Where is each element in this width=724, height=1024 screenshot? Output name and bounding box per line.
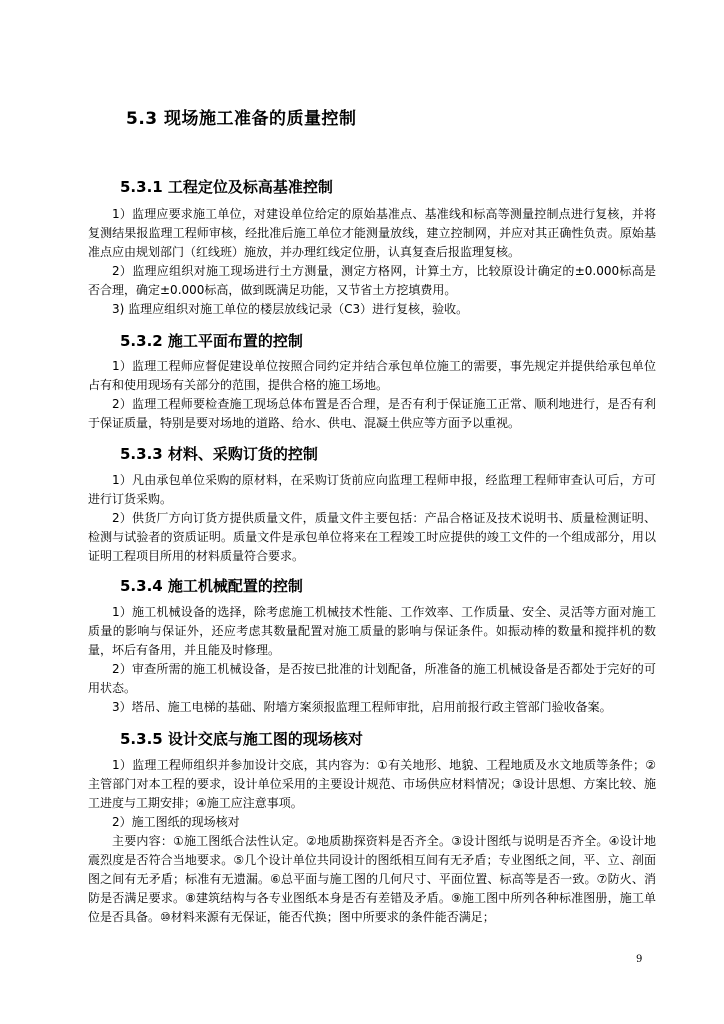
paragraph-5-3-3-2: 2）供货厂方向订货方提供质量文件，质量文件主要包括：产品合格证及技术说明书、质量检测证明、检测与试验者的资质证明。质量文件是承包单位将来在工程竣工时应提供的竣工文件的一个组成部分，用以证明工程项目所用的材料质量符合要求。 [88,511,656,563]
section-title: 5.3 现场施工准备的质量控制 [126,109,357,129]
paragraph-5-3-4-1: 1）施工机械设备的选择，除考虑施工机械技术性能、工作效率、工作质量、安全、灵活等方面对施工质量的影响与保证外，还应考虑其数量配置对施工质量的影响与保证条件。如振动棒的数量和搅拌机的数量，坏后有备用，并且能及时修理。 [88,605,656,657]
page-number: 9 [636,954,643,965]
paragraph-5-3-1-1: 1）监理应要求施工单位，对建设单位给定的原始基准点、基准线和标高等测量控制点进行复核，并将复测结果报监理工程师审核，经批准后施工单位才能测量放线，建立控制网，并应对其正确性负责。原始基准点应由规划部门（红线班）施放，并办理红线定位册，认真复查后报监理复核。 [88,207,656,259]
subsection-heading-5-3-2: 5.3.2 施工平面布置的控制 [120,332,303,350]
subsection-heading-5-3-3: 5.3.3 材料、采购订货的控制 [120,445,318,463]
paragraph-5-3-5-1: 1）监理工程师组织并参加设计交底，其内容为：①有关地形、地貌、工程地质及水文地质等条件；②主管部门对本工程的要求，设计单位采用的主要设计规范、市场供应材料情况；③设计思想、方案比较、施工进度与工期安排；④施工应注意事项。 [88,758,656,810]
subsection-heading-5-3-4: 5.3.4 施工机械配置的控制 [120,577,303,595]
paragraph-5-3-1-2: 2）监理应组织对施工现场进行土方测量，测定方格网，计算土方，比较原设计确定的±0.000标高是否合理，确定±0.000标高，做到既满足功能，又节省土方挖填费用。 [88,264,656,297]
subsection-heading-5-3-5: 5.3.5 设计交底与施工图的现场核对 [120,730,363,748]
subsection-heading-5-3-1: 5.3.1 工程定位及标高基准控制 [120,178,333,196]
paragraph-5-3-5-3: 主要内容：①施工图纸合法性认定。②地质勘探资料是否齐全。③设计图纸与说明是否齐全。④设计地震烈度是否符合当地要求。⑤几个设计单位共同设计的图纸相互间有无矛盾；专业图纸之间，平、立、剖面图之间有无矛盾；标准有无遗漏。⑥总平面与施工图的几何尺寸、平面位置、标高等是否一致。⑦防火、消防是否满足要求。⑧建筑结构与各专业图纸本身是否有差错及矛盾。⑨施工图中所列各种标准图册，施工单位是否具备。⑩材料来源有无保证，能否代换；图中所要求的条件能否满足； [88,834,656,924]
paragraph-5-3-4-2: 2）审查所需的施工机械设备，是否按已批准的计划配备，所准备的施工机械设备是否都处于完好的可用状态。 [88,662,656,695]
paragraph-5-3-5-2: 2）施工图纸的现场核对 [112,815,240,829]
paragraph-5-3-3-1: 1）凡由承包单位采购的原材料，在采购订货前应向监理工程师申报，经监理工程师审查认可后，方可进行订货采购。 [88,473,656,506]
paragraph-5-3-1-3: 3) 监理应组织对施工单位的楼层放线记录（C3）进行复核，验收。 [112,302,469,316]
paragraph-5-3-2-1: 1）监理工程师应督促建设单位按照合同约定并结合承包单位施工的需要，事先规定并提供给承包单位占有和使用现场有关部分的范围，提供合格的施工场地。 [88,359,656,392]
paragraph-5-3-2-2: 2）监理工程师要检查施工现场总体布置是否合理，是否有利于保证施工正常、顺利地进行，是否有利于保证质量，特别是要对场地的道路、给水、供电、混凝土供应等方面予以重视。 [88,397,656,430]
paragraph-5-3-4-3: 3）塔吊、施工电梯的基础、附墙方案须报监理工程师审批，启用前报行政主管部门验收备案。 [112,700,612,714]
